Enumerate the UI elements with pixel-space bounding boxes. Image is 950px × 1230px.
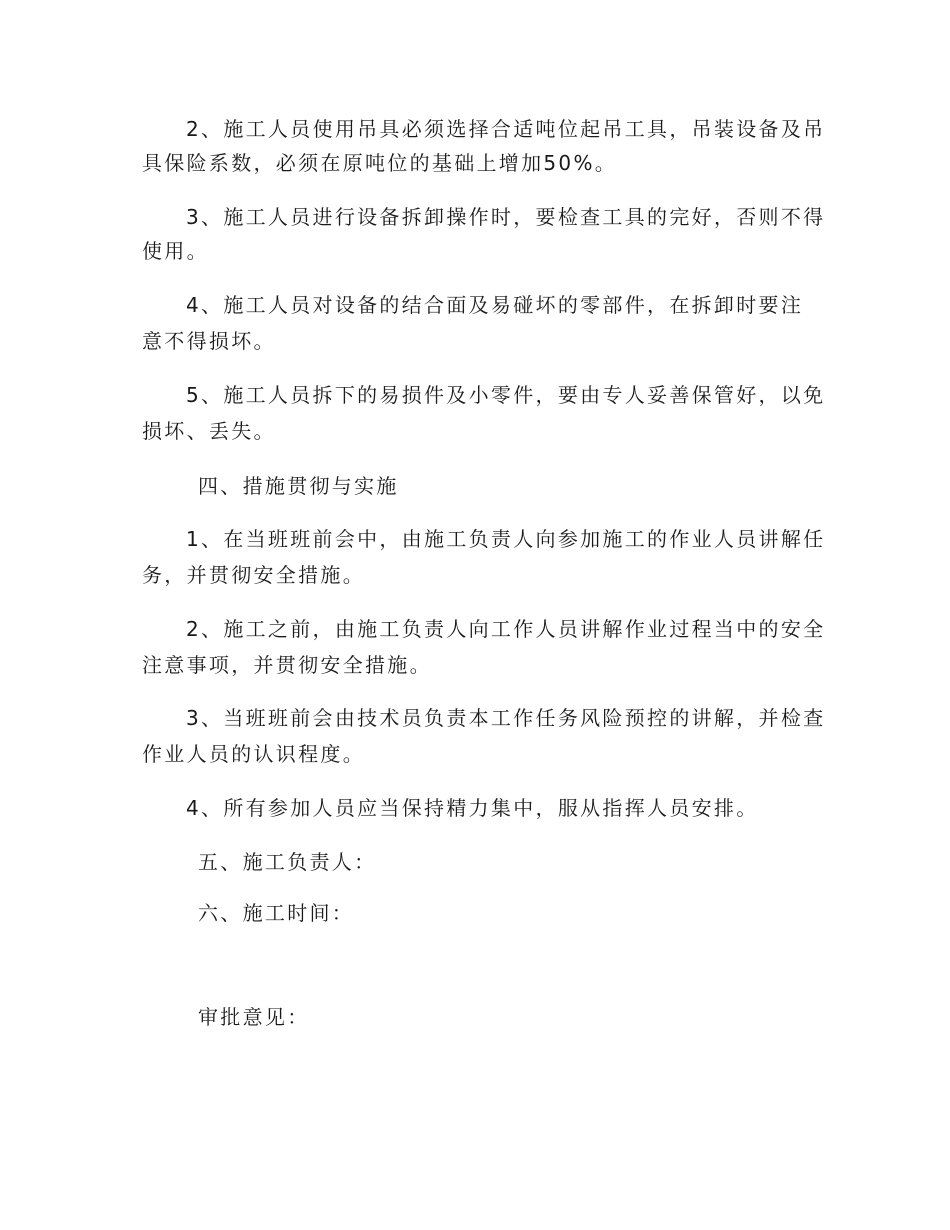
section-4-item-3-line-1: 3、当班班前会由技术员负责本工作任务风险预控的讲解，并检查	[186, 706, 826, 730]
item-5-line-1: 5、施工人员拆下的易损件及小零件，要由专人妥善保管好，以免	[186, 383, 826, 407]
item-2-line-1: 2、施工人员使用吊具必须选择合适吨位起吊工具，吊装设备及吊	[186, 117, 826, 141]
section-4-item-2-line-2: 注意事项，并贯彻安全措施。	[142, 653, 432, 677]
section-4-heading: 四、措施贯彻与实施	[198, 474, 399, 498]
section-4-item-3-line-2: 作业人员的认识程度。	[142, 742, 365, 766]
section-5-heading: 五、施工负责人：	[198, 850, 377, 874]
item-3-line-1: 3、施工人员进行设备拆卸操作时，要检查工具的完好，否则不得	[186, 205, 826, 229]
item-3-line-2: 使用。	[142, 239, 209, 263]
section-4-item-1-line-1: 1、在当班班前会中，由施工负责人向参加施工的作业人员讲解任	[186, 527, 826, 551]
section-6-heading: 六、施工时间：	[198, 901, 355, 925]
section-4-item-4-line-1: 4、所有参加人员应当保持精力集中，服从指挥人员安排。	[186, 796, 759, 820]
item-5-line-2: 损坏、丢失。	[142, 419, 276, 443]
item-2-line-2: 具保险系数，必须在原吨位的基础上增加50%。	[142, 151, 618, 175]
section-4-item-2-line-1: 2、施工之前，由施工负责人向工作人员讲解作业过程当中的安全	[186, 617, 826, 641]
approval-label: 审批意见：	[198, 1005, 310, 1029]
item-4-line-2: 意不得损坏。	[142, 329, 276, 353]
section-4-item-1-line-2: 务，并贯彻安全措施。	[142, 563, 365, 587]
item-4-line-1: 4、施工人员对设备的结合面及易碰坏的零部件，在拆卸时要注	[186, 293, 804, 317]
